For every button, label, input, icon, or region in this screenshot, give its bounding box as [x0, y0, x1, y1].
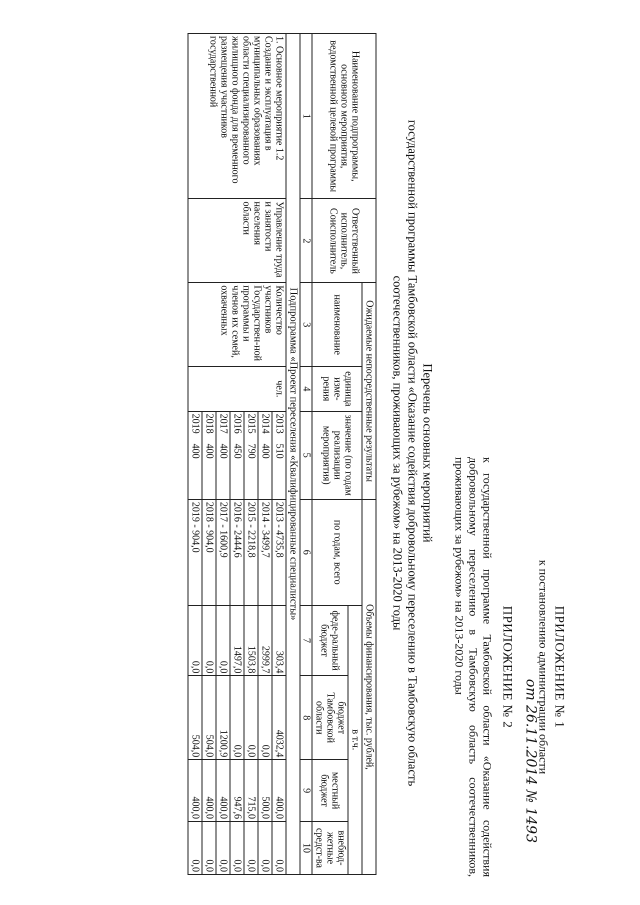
- column-number: 1: [300, 33, 312, 198]
- column-number: 10: [300, 821, 312, 874]
- regional-cell: 4032,4: [272, 675, 286, 759]
- header-col-2: Ответственный исполнитель, Соисполнитель: [312, 198, 376, 282]
- federal-cell: 0,0: [202, 605, 216, 676]
- result-year: 2013: [273, 413, 285, 434]
- header-including: в т.ч.: [348, 605, 362, 874]
- header-col-3: наименование: [312, 282, 362, 366]
- local-cell: 400,0: [216, 759, 230, 821]
- result-cell: [272, 411, 286, 499]
- funding-year: 2014: [259, 501, 271, 522]
- funding-year: 2017: [217, 501, 229, 522]
- total-cell: 2014 - 3499,7: [258, 499, 272, 605]
- total-value: 904,0: [189, 529, 201, 553]
- header-col-9: местный бюджет: [312, 759, 348, 821]
- funding-year: 2018: [203, 501, 215, 522]
- rotated-sheet: [68, 23, 573, 883]
- total-value: 3499,7: [259, 529, 271, 558]
- total-cell: 2018 - 904,0: [202, 499, 216, 605]
- unit-cell: чел.: [188, 366, 286, 410]
- result-year: 2015: [245, 413, 257, 434]
- total-cell: 2019 - 904,0: [188, 499, 202, 605]
- extra-cell: 0,0: [188, 821, 202, 874]
- local-cell: 947,6: [230, 759, 244, 821]
- result-value: 400: [217, 443, 229, 459]
- header-col-10: внебюд-жетные средст-ва: [312, 821, 348, 874]
- regional-cell: 0,0: [244, 675, 258, 759]
- appendix-1-heading: ПРИЛОЖЕНИЕ № 1: [552, 605, 568, 728]
- appendix-2-subtitle: к государственной программе Тамбовской области «Оказание содействия добровольному переселению в Тамбовскую область соотечественников, проживающих за рубежом» на 2013-2020 годы: [452, 456, 495, 877]
- result-cell: [230, 411, 244, 499]
- federal-cell: 0,0: [216, 605, 230, 676]
- regional-cell: 1200,9: [216, 675, 230, 759]
- column-number: 5: [300, 411, 312, 499]
- regional-cell: 504,0: [202, 675, 216, 759]
- funding-year: 2016: [231, 501, 243, 522]
- extra-cell: 0,0: [216, 821, 230, 874]
- column-numbers-row: [300, 33, 312, 874]
- federal-cell: 1503,8: [244, 605, 258, 676]
- result-cell: [188, 411, 202, 499]
- extra-cell: 0,0: [202, 821, 216, 874]
- column-number: 7: [300, 605, 312, 676]
- total-value: 904,0: [203, 529, 215, 553]
- subprogram-row: [286, 33, 300, 874]
- executor-cell: Управление труда и занятости населения области: [188, 198, 286, 282]
- header-col-1: Наименование подпрограммы, основного мероприятия, ведомственной целевой программы: [312, 33, 376, 198]
- column-number: 9: [300, 759, 312, 821]
- result-year: 2017: [217, 413, 229, 434]
- header-funding: Объемы финансирования, тыс. рублей,: [362, 499, 376, 874]
- result-value: 510: [273, 443, 285, 459]
- document-title: [390, 33, 435, 873]
- handwritten-signature-date: от 26.11.2014 № 1493: [522, 678, 539, 843]
- total-cell: 2017 - 1600,9: [216, 499, 230, 605]
- result-value: 400: [259, 443, 271, 459]
- result-cell: [202, 411, 216, 499]
- title-line-3: соотечественников, проживающих за рубежом» на 2013-2020 годы: [390, 275, 405, 630]
- header-col-5: значение (по годам реализации мероприятия): [312, 411, 362, 499]
- header-col-7: феде-ральный бюджет: [312, 605, 348, 676]
- column-number: 4: [300, 366, 312, 410]
- local-cell: 715,0: [244, 759, 258, 821]
- result-year: 2018: [203, 413, 215, 434]
- local-cell: 400,0: [272, 759, 286, 821]
- extra-cell: 0,0: [244, 821, 258, 874]
- result-cell: [216, 411, 230, 499]
- extra-cell: 0,0: [272, 821, 286, 874]
- local-cell: 500,0: [258, 759, 272, 821]
- result-year: 2016: [231, 413, 243, 434]
- federal-cell: 303,4: [272, 605, 286, 676]
- total-value: 2218,8: [245, 529, 257, 558]
- result-cell: [244, 411, 258, 499]
- funding-year: 2015: [245, 501, 257, 522]
- result-value: 790: [245, 443, 257, 459]
- header-col-6: по годам, всего: [312, 499, 362, 605]
- appendix-2-heading: ПРИЛОЖЕНИЕ № 2: [500, 605, 516, 728]
- header-col-8: бюджет Тамбовской области: [312, 675, 348, 759]
- federal-cell: 2999,7: [258, 605, 272, 676]
- funding-year: 2019: [189, 501, 201, 522]
- local-cell: 400,0: [188, 759, 202, 821]
- header-col-4: единица изме-рения: [312, 366, 362, 410]
- column-number: 6: [300, 499, 312, 605]
- total-value: 1600,9: [217, 529, 229, 558]
- total-cell: 2013 - 4735,8: [272, 499, 286, 605]
- regional-cell: 0,0: [230, 675, 244, 759]
- header-results: Ожидаемые непосредственные результаты: [362, 282, 376, 499]
- result-value: 450: [231, 443, 243, 459]
- extra-cell: 0,0: [230, 821, 244, 874]
- indicator-cell: Количество участников Государствен-ной программы и членов их семей, охваченных: [188, 282, 286, 366]
- table-row: [272, 33, 286, 874]
- table-header-row: [362, 33, 376, 874]
- column-number: 3: [300, 282, 312, 366]
- column-number: 2: [300, 198, 312, 282]
- measure-name-cell: 1. Основное мероприятие 1.2 Создание и эксплуатация в муниципальных образованиях области специализированного жилищного фонда для временного размещения участников государственной: [188, 33, 286, 198]
- result-value: 400: [189, 443, 201, 459]
- total-value: 4735,8: [273, 529, 285, 558]
- title-line-2: государственной программы Тамбовской области «Оказание содействия добровольному переселению в Тамбовскую область: [405, 119, 420, 786]
- funding-year: 2013: [273, 501, 285, 522]
- column-number: 8: [300, 675, 312, 759]
- title-line-1: Перечень основных мероприятий: [420, 362, 435, 542]
- measures-table: [188, 33, 377, 875]
- appendix-1-subtitle: к постановлению администрации области: [536, 559, 551, 774]
- subprogram-title: Подпрограмма «Проект переселения «Квалифицированные специалисты»: [286, 33, 300, 874]
- result-year: 2019: [189, 413, 201, 434]
- local-cell: 400,0: [202, 759, 216, 821]
- total-cell: 2016 - 2444,6: [230, 499, 244, 605]
- total-value: 2444,6: [231, 529, 243, 558]
- result-cell: [258, 411, 272, 499]
- federal-cell: 0,0: [188, 605, 202, 676]
- federal-cell: 1497,0: [230, 605, 244, 676]
- result-value: 400: [203, 443, 215, 459]
- extra-cell: 0,0: [258, 821, 272, 874]
- regional-cell: 504,0: [188, 675, 202, 759]
- total-cell: 2015 - 2218,8: [244, 499, 258, 605]
- regional-cell: 0,0: [258, 675, 272, 759]
- result-year: 2014: [259, 413, 271, 434]
